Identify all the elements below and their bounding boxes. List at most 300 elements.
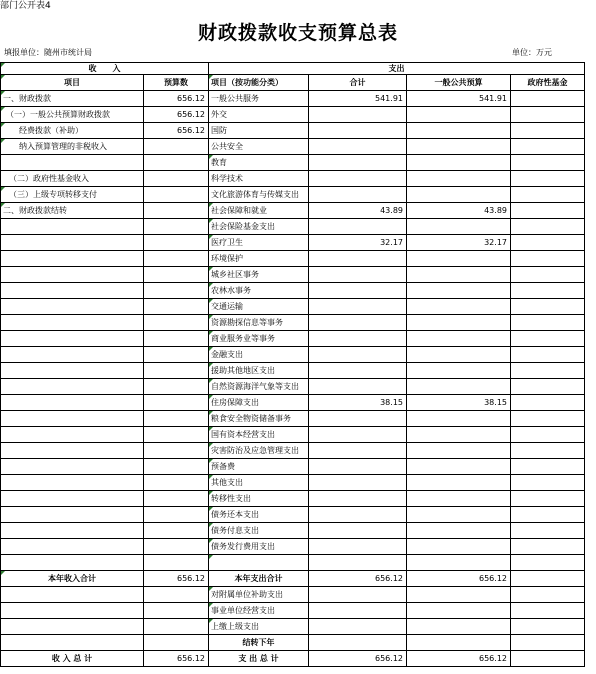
expense-total [309, 603, 407, 619]
income-budget [144, 587, 209, 603]
table-row [1, 171, 585, 187]
expense-total [309, 331, 407, 347]
expense-item: 城乡社区事务 [209, 267, 309, 283]
table-row [1, 427, 585, 443]
expense-total: 38.15 [309, 395, 407, 411]
income-item [1, 635, 144, 651]
expense-grand-label: 支 出 总 计 [209, 651, 309, 667]
comment-marker-icon [1, 187, 5, 191]
expense-total [309, 347, 407, 363]
expense-item: 其他支出 [209, 475, 309, 491]
expense-item: 农林水事务 [209, 283, 309, 299]
expense-total-sum: 656.12 [309, 571, 407, 587]
comment-marker-icon [209, 219, 213, 223]
table-header-row [1, 75, 585, 91]
comment-marker-icon [209, 299, 213, 303]
expense-general: 32.17 [407, 235, 511, 251]
expense-total [309, 507, 407, 523]
expense-total [309, 411, 407, 427]
expense-fund [511, 523, 585, 539]
expense-fund [511, 507, 585, 523]
table-row [1, 267, 585, 283]
expense-item: 预备费 [209, 459, 309, 475]
expense-fund [511, 379, 585, 395]
expense-fund [511, 315, 585, 331]
table-row [1, 539, 585, 555]
expense-total [309, 219, 407, 235]
income-budget [144, 171, 209, 187]
expense-total [309, 123, 407, 139]
expense-total [309, 363, 407, 379]
table-row [1, 347, 585, 363]
table-row [1, 203, 585, 219]
income-item [1, 443, 144, 459]
expense-general [407, 155, 511, 171]
income-header: 收 入 [1, 63, 209, 75]
expense-general [407, 443, 511, 459]
expense-general [407, 251, 511, 267]
table-row [1, 107, 585, 123]
table-row [1, 587, 585, 603]
expense-general [407, 555, 511, 571]
comment-marker-icon [1, 139, 5, 143]
income-item [1, 459, 144, 475]
income-budget [144, 187, 209, 203]
expense-fund [511, 555, 585, 571]
table-row [1, 187, 585, 203]
table-number-label: 部门公开表4 [0, 1, 51, 11]
expense-total [309, 267, 407, 283]
expense-item: 国有资本经营支出 [209, 427, 309, 443]
income-item [1, 155, 144, 171]
expense-item: 商业服务业等事务 [209, 331, 309, 347]
income-budget [144, 507, 209, 523]
income-grand-value: 656.12 [144, 651, 209, 667]
expense-general [407, 459, 511, 475]
income-item [1, 491, 144, 507]
col-general: 一般公共预算 [407, 75, 511, 91]
income-budget [144, 491, 209, 507]
income-item [1, 251, 144, 267]
expense-item: 文化旅游体育与传媒支出 [209, 187, 309, 203]
table-row [1, 283, 585, 299]
income-budget [144, 139, 209, 155]
table-row [1, 411, 585, 427]
expense-fund [511, 91, 585, 107]
income-budget [144, 315, 209, 331]
table-body [1, 63, 585, 667]
comment-marker-icon [1, 203, 5, 207]
expense-general [407, 427, 511, 443]
col-fund: 政府性基金 [511, 75, 585, 91]
comment-marker-icon [209, 443, 213, 447]
expense-total [309, 491, 407, 507]
expense-fund [511, 203, 585, 219]
expense-general [407, 123, 511, 139]
income-item [1, 363, 144, 379]
expense-general [407, 523, 511, 539]
table-row [1, 603, 585, 619]
expense-total [309, 635, 407, 651]
table-row [1, 251, 585, 267]
expense-total [309, 523, 407, 539]
expense-general [407, 635, 511, 651]
income-item [1, 379, 144, 395]
expense-item: 上缴上级支出 [209, 619, 309, 635]
expense-item: 事业单位经营支出 [209, 603, 309, 619]
comment-marker-icon [209, 363, 213, 367]
table-row [1, 235, 585, 251]
income-budget: 656.12 [144, 123, 209, 139]
comment-marker-icon [209, 523, 213, 527]
expense-header: 支出 [209, 63, 585, 75]
income-item [1, 395, 144, 411]
income-budget [144, 475, 209, 491]
income-item [1, 507, 144, 523]
expense-item: 科学技术 [209, 171, 309, 187]
expense-total [309, 155, 407, 171]
expense-fund [511, 123, 585, 139]
expense-total [309, 555, 407, 571]
income-item [1, 315, 144, 331]
expense-grand-fund [511, 651, 585, 667]
expense-fund [511, 475, 585, 491]
col-item: 项目 [1, 75, 144, 91]
expense-fund [511, 459, 585, 475]
income-item: （三）上级专项转移支付 [1, 187, 144, 203]
income-budget [144, 459, 209, 475]
expense-item: 教育 [209, 155, 309, 171]
table-row [1, 395, 585, 411]
expense-general [407, 379, 511, 395]
expense-item: 对附属单位补助支出 [209, 587, 309, 603]
expense-fund [511, 331, 585, 347]
income-item [1, 331, 144, 347]
table-row [1, 331, 585, 347]
income-budget [144, 203, 209, 219]
expense-grand-general: 656.12 [407, 651, 511, 667]
expense-total [309, 251, 407, 267]
expense-general [407, 603, 511, 619]
currency-unit: 单位：万元 [512, 48, 552, 57]
comment-marker-icon [209, 619, 213, 623]
comment-marker-icon [209, 427, 213, 431]
expense-fund [511, 619, 585, 635]
comment-marker-icon [209, 267, 213, 271]
comment-marker-icon [209, 587, 213, 591]
expense-total-label: 本年支出合计 [209, 571, 309, 587]
income-item [1, 555, 144, 571]
income-item: 二、财政拨款结转 [1, 203, 144, 219]
expense-total [309, 539, 407, 555]
income-budget [144, 267, 209, 283]
income-item: 一、财政拨款 [1, 91, 144, 107]
expense-total [309, 299, 407, 315]
income-item [1, 475, 144, 491]
expense-total [309, 171, 407, 187]
table-row [1, 523, 585, 539]
expense-general [407, 619, 511, 635]
expense-general [407, 587, 511, 603]
income-budget [144, 411, 209, 427]
expense-fund [511, 251, 585, 267]
expense-total-fund [511, 571, 585, 587]
comment-marker-icon [1, 107, 5, 111]
expense-item: 一般公共服务 [209, 91, 309, 107]
year-total-row [1, 571, 585, 587]
income-budget [144, 155, 209, 171]
expense-item: 住房保障支出 [209, 395, 309, 411]
expense-fund [511, 299, 585, 315]
carry-over-row [1, 635, 585, 651]
table-row [1, 459, 585, 475]
income-budget [144, 331, 209, 347]
expense-general [407, 331, 511, 347]
comment-marker-icon [209, 555, 213, 559]
expense-fund [511, 635, 585, 651]
table-row [1, 555, 585, 571]
expense-fund [511, 235, 585, 251]
comment-marker-icon [209, 539, 213, 543]
expense-item: 国防 [209, 123, 309, 139]
expense-item: 环境保护 [209, 251, 309, 267]
expense-general: 38.15 [407, 395, 511, 411]
expense-total: 541.91 [309, 91, 407, 107]
income-grand-label: 收 入 总 计 [1, 651, 144, 667]
expense-total [309, 619, 407, 635]
expense-total [309, 443, 407, 459]
comment-marker-icon [209, 347, 213, 351]
expense-fund [511, 587, 585, 603]
income-item: （一）一般公共预算财政拨款 [1, 107, 144, 123]
expense-item: 社会保障和就业 [209, 203, 309, 219]
income-item [1, 347, 144, 363]
expense-general [407, 315, 511, 331]
table-header-row [1, 63, 585, 75]
expense-general [407, 539, 511, 555]
col-budget: 预算数 [144, 75, 209, 91]
expense-general [407, 139, 511, 155]
table-row [1, 363, 585, 379]
comment-marker-icon [209, 203, 213, 207]
expense-general [407, 491, 511, 507]
expense-fund [511, 427, 585, 443]
grand-total-row [1, 651, 585, 667]
comment-marker-icon [209, 235, 213, 239]
income-budget [144, 235, 209, 251]
income-budget [144, 219, 209, 235]
expense-fund [511, 219, 585, 235]
table-row [1, 91, 585, 107]
comment-marker-icon [209, 331, 213, 335]
income-budget [144, 523, 209, 539]
expense-general [407, 187, 511, 203]
comment-marker-icon [1, 571, 5, 575]
income-budget [144, 379, 209, 395]
expense-total: 43.89 [309, 203, 407, 219]
expense-total [309, 187, 407, 203]
income-total-label: 本年收入合计 [1, 571, 144, 587]
income-item [1, 523, 144, 539]
income-budget [144, 619, 209, 635]
comment-marker-icon [209, 315, 213, 319]
income-item [1, 603, 144, 619]
expense-total [309, 379, 407, 395]
comment-marker-icon [1, 63, 5, 67]
expense-fund [511, 267, 585, 283]
income-item [1, 539, 144, 555]
income-budget [144, 443, 209, 459]
income-budget [144, 299, 209, 315]
income-budget [144, 251, 209, 267]
table-row [1, 219, 585, 235]
comment-marker-icon [209, 75, 213, 79]
income-budget [144, 539, 209, 555]
col-total: 合计 [309, 75, 407, 91]
income-item [1, 299, 144, 315]
expense-item: 医疗卫生 [209, 235, 309, 251]
expense-general [407, 283, 511, 299]
expense-item: 债务还本支出 [209, 507, 309, 523]
comment-marker-icon [209, 459, 213, 463]
table-row [1, 475, 585, 491]
table-row [1, 507, 585, 523]
expense-fund [511, 411, 585, 427]
reporting-unit: 填报单位：随州市统计局 [4, 48, 92, 57]
table-row [1, 139, 585, 155]
income-budget: 656.12 [144, 107, 209, 123]
income-budget [144, 363, 209, 379]
expense-fund [511, 155, 585, 171]
table-row [1, 315, 585, 331]
expense-item: 交通运输 [209, 299, 309, 315]
expense-total-general: 656.12 [407, 571, 511, 587]
expense-general [407, 107, 511, 123]
expense-general [407, 475, 511, 491]
income-budget [144, 283, 209, 299]
expense-item: 社会保险基金支出 [209, 219, 309, 235]
expense-item [209, 555, 309, 571]
carry-over-label: 结转下年 [209, 635, 309, 651]
expense-fund [511, 363, 585, 379]
expense-item: 公共安全 [209, 139, 309, 155]
income-item [1, 411, 144, 427]
expense-item: 债务发行费用支出 [209, 539, 309, 555]
comment-marker-icon [209, 507, 213, 511]
expense-fund [511, 603, 585, 619]
expense-item: 粮食安全物资储备事务 [209, 411, 309, 427]
col-exp-item: 项目（按功能分类） [209, 75, 309, 91]
income-budget [144, 603, 209, 619]
expense-general: 541.91 [407, 91, 511, 107]
expense-item: 转移性支出 [209, 491, 309, 507]
expense-item: 资源勘探信息等事务 [209, 315, 309, 331]
expense-fund [511, 171, 585, 187]
income-item [1, 267, 144, 283]
comment-marker-icon [1, 75, 5, 79]
income-budget [144, 395, 209, 411]
expense-fund [511, 539, 585, 555]
comment-marker-icon [209, 155, 213, 159]
income-budget: 656.12 [144, 91, 209, 107]
expense-item: 自然资源海洋气象等支出 [209, 379, 309, 395]
table-row [1, 619, 585, 635]
expense-fund [511, 491, 585, 507]
table-row [1, 299, 585, 315]
expense-fund [511, 107, 585, 123]
expense-fund [511, 347, 585, 363]
expense-item: 外交 [209, 107, 309, 123]
expense-grand-total: 656.12 [309, 651, 407, 667]
expense-total [309, 587, 407, 603]
expense-total [309, 427, 407, 443]
comment-marker-icon [209, 475, 213, 479]
expense-item: 债务付息支出 [209, 523, 309, 539]
expense-general [407, 411, 511, 427]
expense-total: 32.17 [309, 235, 407, 251]
expense-fund [511, 283, 585, 299]
table-row [1, 443, 585, 459]
expense-general [407, 171, 511, 187]
expense-general: 43.89 [407, 203, 511, 219]
income-item: 经费拨款（补助） [1, 123, 144, 139]
comment-marker-icon [209, 395, 213, 399]
comment-marker-icon [209, 283, 213, 287]
income-budget [144, 635, 209, 651]
expense-fund [511, 187, 585, 203]
expense-total [309, 315, 407, 331]
income-budget [144, 555, 209, 571]
table-row [1, 155, 585, 171]
expense-fund [511, 139, 585, 155]
income-item [1, 619, 144, 635]
table-row [1, 491, 585, 507]
table-row [1, 123, 585, 139]
expense-item: 援助其他地区支出 [209, 363, 309, 379]
expense-general [407, 347, 511, 363]
income-item [1, 427, 144, 443]
income-total-value: 656.12 [144, 571, 209, 587]
income-item: （二）政府性基金收入 [1, 171, 144, 187]
expense-general [407, 363, 511, 379]
expense-item: 灾害防治及应急管理支出 [209, 443, 309, 459]
expense-general [407, 507, 511, 523]
income-item: 纳入预算管理的非税收入 [1, 139, 144, 155]
income-budget [144, 427, 209, 443]
budget-table [0, 62, 585, 667]
comment-marker-icon [209, 491, 213, 495]
expense-total [309, 283, 407, 299]
income-item [1, 235, 144, 251]
income-item [1, 587, 144, 603]
page-title: 财政拨款收支预算总表 [197, 22, 398, 44]
expense-general [407, 299, 511, 315]
expense-general [407, 267, 511, 283]
table-row [1, 379, 585, 395]
expense-total [309, 459, 407, 475]
comment-marker-icon [209, 411, 213, 415]
expense-general [407, 219, 511, 235]
expense-item: 金融支出 [209, 347, 309, 363]
expense-total [309, 475, 407, 491]
expense-fund [511, 443, 585, 459]
expense-fund [511, 395, 585, 411]
income-budget [144, 347, 209, 363]
income-item [1, 219, 144, 235]
expense-total [309, 107, 407, 123]
comment-marker-icon [209, 603, 213, 607]
comment-marker-icon [209, 379, 213, 383]
